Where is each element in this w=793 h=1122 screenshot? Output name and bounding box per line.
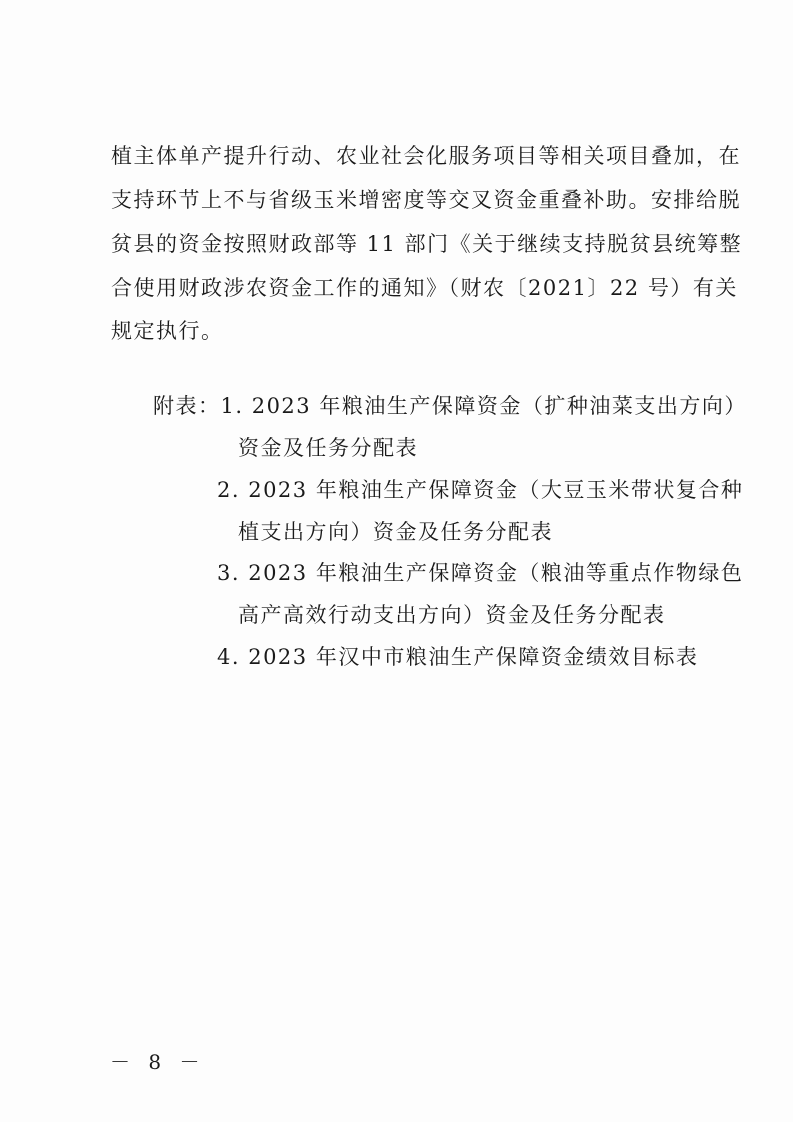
- page-number: － 8 －: [110, 1050, 206, 1074]
- paragraph-line-1: 植主体单产提升行动、农业社会化服务项目等相关项目叠加，在: [111, 144, 741, 168]
- paragraph-line-4: 合使用财政涉农资金工作的通知》（财农〔2021〕22 号）有关: [111, 276, 738, 300]
- attachment-item-2: 2. 2023 年粮油生产保障资金（大豆玉米带状复合种: [217, 478, 744, 502]
- paragraph-line-5: 规定执行。: [111, 319, 224, 343]
- paragraph-line-3: 贫县的资金按照财政部等 11 部门《关于继续支持脱贫县统筹整: [111, 232, 743, 256]
- attachment-item-1-continued: 资金及任务分配表: [238, 436, 418, 460]
- attachment-item-4: 4. 2023 年汉中市粮油生产保障资金绩效目标表: [217, 645, 699, 669]
- attachment-item-3: 3. 2023 年粮油生产保障资金（粮油等重点作物绿色: [217, 561, 744, 585]
- attachment-item-2-continued: 植支出方向）资金及任务分配表: [238, 520, 553, 544]
- paragraph-line-2: 支持环节上不与省级玉米增密度等交叉资金重叠补助。安排给脱: [111, 188, 741, 212]
- attachment-item-1: 附表：1. 2023 年粮油生产保障资金（扩种油菜支出方向）: [153, 394, 747, 418]
- attachment-item-3-continued: 高产高效行动支出方向）资金及任务分配表: [238, 603, 666, 627]
